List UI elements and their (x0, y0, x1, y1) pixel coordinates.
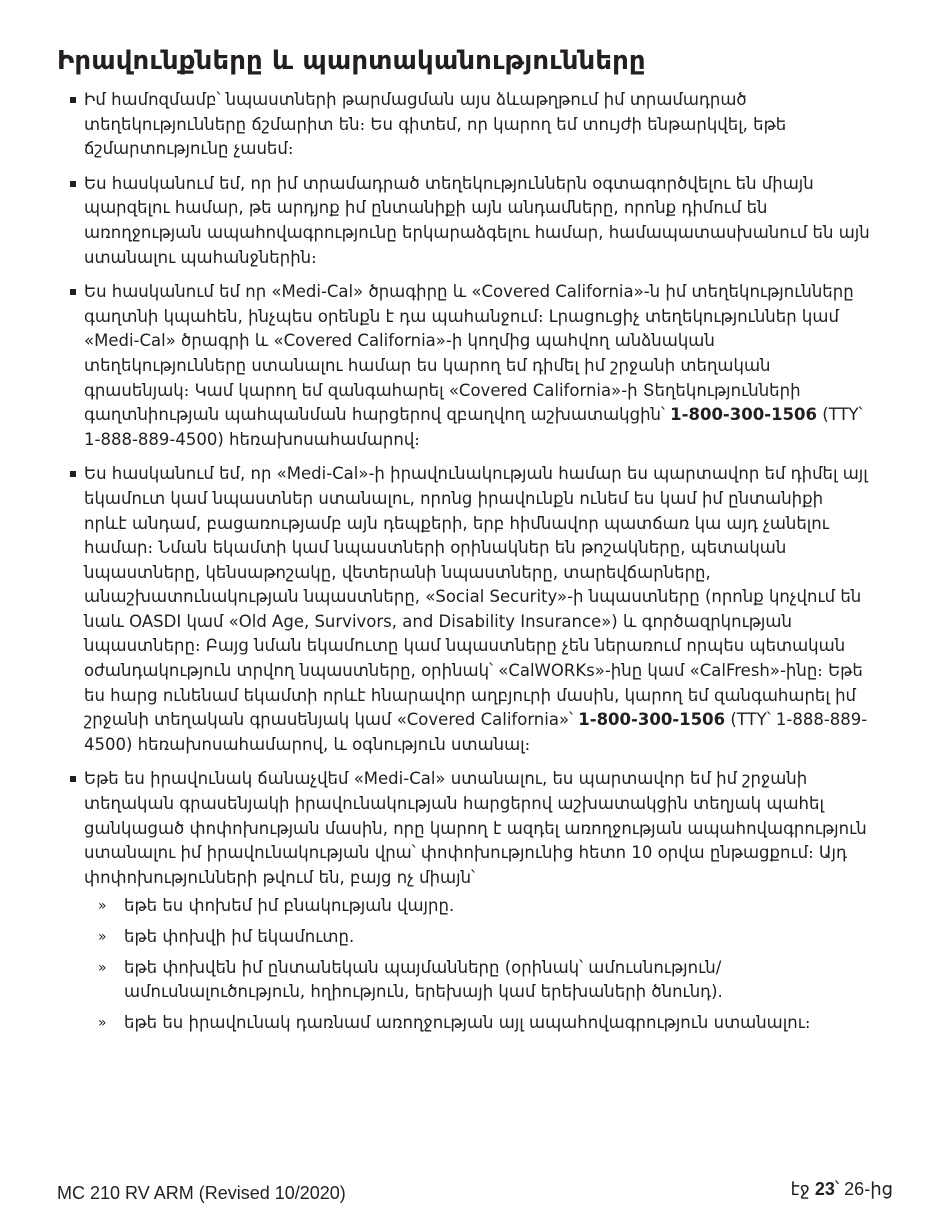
double-chevron-icon: » (98, 1014, 107, 1031)
sub-list-item-text: եթե փոխվեն իմ ընտանեկան պայմանները (օրինակ՝ ամուսնություն/ ամուսնալուծություն, հղիություն, երեխայի կամ երեխաների ծնունդ). (124, 957, 723, 1002)
page-title: Իրավունքները և պարտականությունները (57, 46, 646, 76)
list-item-text: Իմ համոզմամբ՝ նպաստների թարմացման այս ձևաթղթում իմ տրամադրած տեղեկությունները ճշմարիտ են։ Ես գիտեմ, որ կարող եմ տույժի ենթարկվել, եթե ճշմարտությունը չասեմ։ (84, 90, 787, 159)
page-number: 23 (814, 1179, 835, 1199)
form-id: MC 210 RV ARM (Revised 10/2020) (57, 1183, 346, 1203)
sub-list-item-text: եթե ես իրավունակ դառնամ առողջության այլ ապահովագրություն ստանալու։ (124, 1012, 811, 1032)
list-item-text: Ես հասկանում եմ, որ իմ տրամադրած տեղեկություններն օգտագործվելու են միայն պարզելու համար, թե արդյոք իմ ընտանիքի այն անդամները, որոնք դիմում են առողջության ապահովագրությունը երկարաձգելու համար, համապատասխանում են այն ստանալու պահանջներին։ (84, 173, 870, 267)
square-bullet-icon (70, 181, 76, 187)
page-suffix: ՝ 26-ից (834, 1179, 893, 1199)
list-item-text-part: (TTY՝ 1-888-889-4500) հեռախոսահամարով, և օգնություն ստանալ։ (84, 710, 868, 754)
sub-list-item (96, 925, 870, 950)
list-item-text-part: (TTY՝ 1-888-889-4500) հեռախոսահամարով։ (84, 405, 863, 449)
list-item (70, 280, 870, 452)
sub-list-item (96, 1011, 870, 1036)
page-prefix: էջ (790, 1179, 815, 1199)
list-item-text (84, 280, 870, 452)
list-item-text (84, 462, 870, 757)
sub-list-item-text: եթե փոխվի իմ եկամուտը. (124, 927, 355, 946)
list-item (70, 172, 870, 270)
list-item-text-part: Ես հասկանում եմ որ «Medi-Cal» ծրագիրը և «Covered California»-ն իմ տեղեկությունները գաղտնի կպահեն, ինչպես օրենքն է դա պահանջում։ Լրացուցիչ տեղեկություններ կամ «Medi-Cal» ծրագրի և «Covered California»-ի կողմից պահվող անձնական տեղեկությունները ստանալու համար ես կարող եմ դիմել իմ շրջանի տեղական գրասենյակ։ Կամ կարող եմ զանգահարել «Covered California»-ի Տեղեկությունների գաղտնիության պահպանման հարցերով զբաղվող աշխատակցին՝ (84, 282, 854, 425)
double-chevron-icon: » (98, 959, 107, 976)
square-bullet-icon (70, 289, 76, 295)
square-bullet-icon (70, 471, 76, 477)
double-chevron-icon: » (98, 929, 107, 945)
sub-list-item-text: եթե ես փոխեմ իմ բնակության վայրը. (124, 896, 455, 916)
rights-list (70, 88, 870, 1045)
sub-list (84, 894, 870, 1035)
page-indicator (791, 1179, 894, 1200)
double-chevron-icon: » (98, 898, 107, 915)
list-item-text: Եթե ես իրավունակ ճանաչվեմ «Medi-Cal» ստանալու, ես պարտավոր եմ իմ շրջանի տեղական գրասենյակի իրավունակության հարցերով աշխատակցին տեղյակ պահել ցանկացած փոփոխության մասին, որը կարող է ազդել առողջության ապահովագրություն ստանալու իմ իրավունակության վրա՝ փոփոխությունից հետո 10 օրվա ընթացքում։ Այդ փոփոխությունների թվում են, բայց ոչ միայն՝ (84, 769, 867, 887)
list-item-text-part: Ես հասկանում եմ, որ «Medi-Cal»-ի իրավունակության համար ես պարտավոր եմ դիմել այլ եկամուտ կամ նպաստներ ստանալու, որոնց իրավունքն ունեմ ես կամ իմ ընտանիքի որևէ անդամ, բացառությամբ այն դեպքերի, երբ հիմնավոր պատճառ կա այդ չանելու համար։ Նման եկամտի կամ նպաստների օրինակներ են թոշակները, պետական նպաստները, կենսաթոշակը, վետերանի նպաստները, տարեվճարները, անաշխատունակության նպաստները, «Social Security»-ի նպաստները (որոնք կոչվում են նաև OASDI կամ «Old Age, Survivors, and Disability Insurance») և գործազրկության նպաստները։ Բայց նման եկամուտը կամ նպաստները չեն ներառում որպես պետական օժանդակություն տրվող նպաստները, օրինակ՝ «CalWORKs»-ինը կամ «CalFresh»-ինը։ Եթե ես հարց ունենամ եկամտի որևէ հնարավոր աղբյուրի մասին, կարող եմ զանգահարել իմ շրջանի տեղական գրասենյակ կամ «Covered California»՝ (84, 464, 868, 730)
list-item (70, 462, 870, 757)
sub-list-item (96, 956, 870, 1005)
phone-number: 1-800-300-1506 (670, 405, 817, 425)
sub-list-item (96, 894, 870, 919)
list-item (70, 767, 870, 1035)
phone-number: 1-800-300-1506 (578, 710, 726, 730)
list-item (70, 88, 870, 162)
square-bullet-icon (70, 776, 76, 782)
square-bullet-icon (70, 97, 76, 103)
